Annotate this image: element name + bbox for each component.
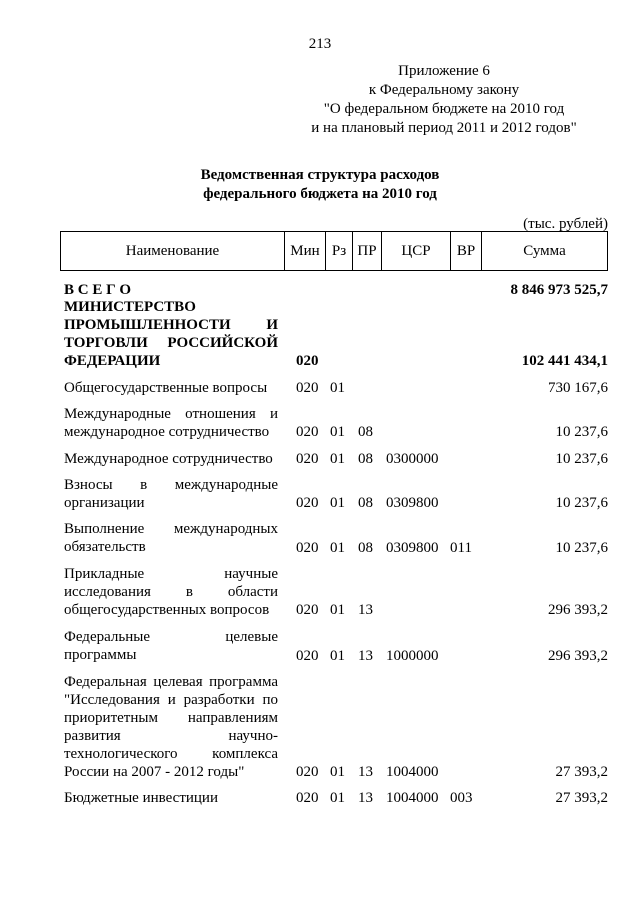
row-min: 020 xyxy=(296,602,319,618)
row-csr: 0300000 xyxy=(386,451,439,467)
table-header xyxy=(60,231,608,271)
header-rz: Рз xyxy=(326,232,353,271)
row-name: Выполнение международных обязательств xyxy=(64,521,278,555)
row-csr: 1000000 xyxy=(386,648,439,664)
units-label: (тыс. рублей) xyxy=(523,216,608,232)
row-vr: 003 xyxy=(450,790,473,806)
row-name: В С Е Г О xyxy=(64,282,132,298)
row-sum: 296 393,2 xyxy=(548,602,608,618)
row-min: 020 xyxy=(296,424,319,440)
row-name: Взносы в международные организации xyxy=(64,477,278,511)
header-name: Наименование xyxy=(61,232,285,271)
row-sum: 27 393,2 xyxy=(555,790,608,806)
row-csr: 1004000 xyxy=(386,764,439,780)
title-line: федерального бюджета на 2010 год xyxy=(203,186,437,202)
row-sum: 102 441 434,1 xyxy=(521,353,608,369)
row-min: 020 xyxy=(296,648,319,664)
row-min: 020 xyxy=(296,353,319,369)
row-rz: 01 xyxy=(330,451,345,467)
row-pr: 13 xyxy=(358,790,373,806)
row-name: Общегосударственные вопросы xyxy=(64,380,268,396)
row-name: Федеральные целевые программы xyxy=(64,629,278,663)
appendix-line: и на плановый период 2011 и 2012 годов" xyxy=(311,120,577,136)
header-pr: ПР xyxy=(353,232,382,271)
row-pr: 08 xyxy=(358,451,373,467)
row-rz: 01 xyxy=(330,424,345,440)
row-pr: 08 xyxy=(358,540,373,556)
row-sum: 27 393,2 xyxy=(555,764,608,780)
row-vr: 011 xyxy=(450,540,472,556)
row-pr: 08 xyxy=(358,424,373,440)
row-name: Бюджетные инвестиции xyxy=(64,790,218,806)
row-name: Международные отношения и международное сотрудничество xyxy=(64,406,278,440)
header-csr: ЦСР xyxy=(382,232,451,271)
row-csr: 1004000 xyxy=(386,790,439,806)
row-name: Прикладные научные исследования в области общегосударственных вопросов xyxy=(64,566,278,618)
row-name: Международное сотрудничество xyxy=(64,451,273,467)
row-sum: 10 237,6 xyxy=(555,540,608,556)
row-sum: 10 237,6 xyxy=(555,451,608,467)
row-sum: 730 167,6 xyxy=(548,380,608,396)
row-min: 020 xyxy=(296,764,319,780)
row-rz: 01 xyxy=(330,648,345,664)
row-min: 020 xyxy=(296,495,319,511)
row-csr: 0309800 xyxy=(386,540,439,556)
title-line: Ведомственная структура расходов xyxy=(200,167,440,183)
row-pr: 13 xyxy=(358,648,373,664)
appendix-line: Приложение 6 xyxy=(398,63,490,79)
row-name: МИНИСТЕРСТВО ПРОМЫШЛЕННОСТИ И ТОРГОВЛИ РОССИЙСКОЙ ФЕДЕРАЦИИ xyxy=(64,299,278,369)
row-rz: 01 xyxy=(330,602,345,618)
header-vr: ВР xyxy=(451,232,482,271)
row-min: 020 xyxy=(296,380,319,396)
header-sum: Сумма xyxy=(482,232,608,271)
row-rz: 01 xyxy=(330,380,345,396)
header-min: Мин xyxy=(285,232,326,271)
row-min: 020 xyxy=(296,540,319,556)
row-sum: 10 237,6 xyxy=(555,424,608,440)
row-rz: 01 xyxy=(330,540,345,556)
row-sum: 296 393,2 xyxy=(548,648,608,664)
document-title xyxy=(0,166,640,204)
appendix-line: к Федеральному закону xyxy=(368,82,520,98)
row-csr: 0309800 xyxy=(386,495,439,511)
row-rz: 01 xyxy=(330,764,345,780)
row-pr: 08 xyxy=(358,495,373,511)
row-min: 020 xyxy=(296,790,319,806)
appendix-note xyxy=(284,62,604,138)
row-sum: 10 237,6 xyxy=(555,495,608,511)
row-sum: 8 846 973 525,7 xyxy=(510,282,608,298)
row-rz: 01 xyxy=(330,495,345,511)
page-number: 213 xyxy=(308,36,332,52)
appendix-line: "О федеральном бюджете на 2010 год xyxy=(323,101,565,117)
row-min: 020 xyxy=(296,451,319,467)
row-pr: 13 xyxy=(358,602,373,618)
row-name: Федеральная целевая программа "Исследования и разработки по приоритетным направлениям развития научно-технологического комплекса России на 2007 - 2012 годы" xyxy=(64,674,278,780)
row-pr: 13 xyxy=(358,764,373,780)
row-rz: 01 xyxy=(330,790,345,806)
